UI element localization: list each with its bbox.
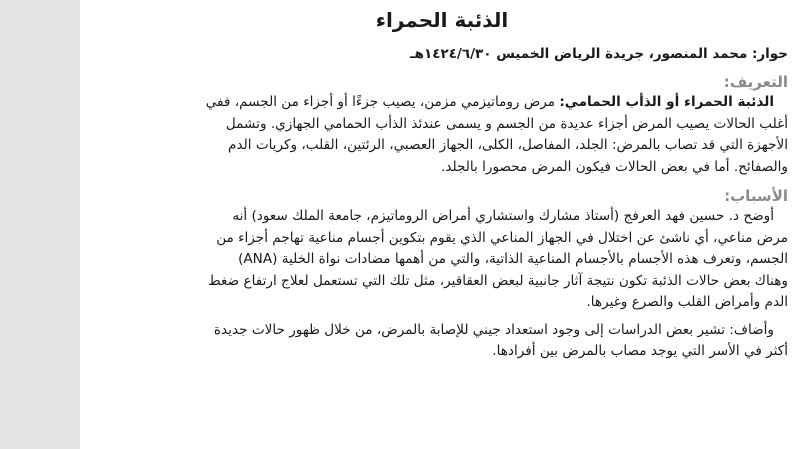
- causes-paragraph-1: [96, 206, 788, 314]
- article-byline: حوار: محمد المنصور، جريدة الرياض الخميس ١٤٢٤/٦/٣٠هـ: [409, 46, 788, 62]
- causes-paragraph-2: [96, 320, 788, 363]
- causes-p1-line-1: أوضح د. حسين فهد العرفج (أستاذ مشارك واستشاري أمراض الروماتيزم، جامعة الملك سعود) أنه: [232, 208, 774, 224]
- causes-heading: الأسباب:: [724, 187, 788, 205]
- left-margin-strip: [0, 0, 80, 449]
- definition-line-1: [96, 92, 788, 114]
- definition-line-2: أغلب الحالات يصيب المرض أجزاء عديدة من الجسم و يسمى عندئذ الذأب الحمامي الجهازي. وتشمل: [225, 115, 788, 132]
- article-title: الذئبة الحمراء: [375, 8, 509, 32]
- causes-p2-line-2: أكثر في الأسر التي يوجد مصاب بالمرض بين أفرادها.: [492, 343, 788, 359]
- causes-p1-line-5: الدم وأمراض القلب والصرع وغيرها.: [586, 294, 788, 310]
- definition-paragraph: [96, 92, 788, 178]
- article-page: [96, 0, 788, 449]
- definition-line-3: الأجهزة التي قد تصاب بالمرض: الجلد، المفاصل، الكلى، الجهاز العصبي، الرئتين، القلب، وكريات الدم: [228, 137, 788, 153]
- definition-term: الذئبة الحمراء أو الذأب الحمامي:: [559, 94, 774, 110]
- causes-p2-line-1: وأضاف: تشير بعض الدراسات إلى وجود استعداد جيني للإصابة بالمرض، من خلال ظهور حالات جديدة: [213, 321, 774, 338]
- definition-heading: التعريف:: [723, 73, 788, 91]
- causes-p1-line-3: الجسم، وتعرف هذه الأجسام بالأجسام المناعية الذاتية، والتي من أهمها مضادات نواة الخلية (ANA): [238, 251, 788, 267]
- causes-p1-line-4: وهناك بعض حالات الذئبة تكون نتيجة آثار جانبية لبعض العقاقير، مثل تلك التي تستعمل لعلاج ارتفاع ضغط: [208, 272, 788, 289]
- causes-p1-line-2: مرض مناعي، أي ناشئ عن اختلال في الجهاز المناعي الذي يقوم بتكوين أجسام مناعية تهاجم أجزاء من: [216, 229, 788, 246]
- definition-line-1-text: مرض روماتيزمي مزمن، يصيب جزءًا أو أجزاء من الجسم، ففي: [205, 94, 556, 110]
- definition-line-4: والصفائح. أما في بعض الحالات فيكون المرض محصورا بالجلد.: [441, 158, 788, 175]
